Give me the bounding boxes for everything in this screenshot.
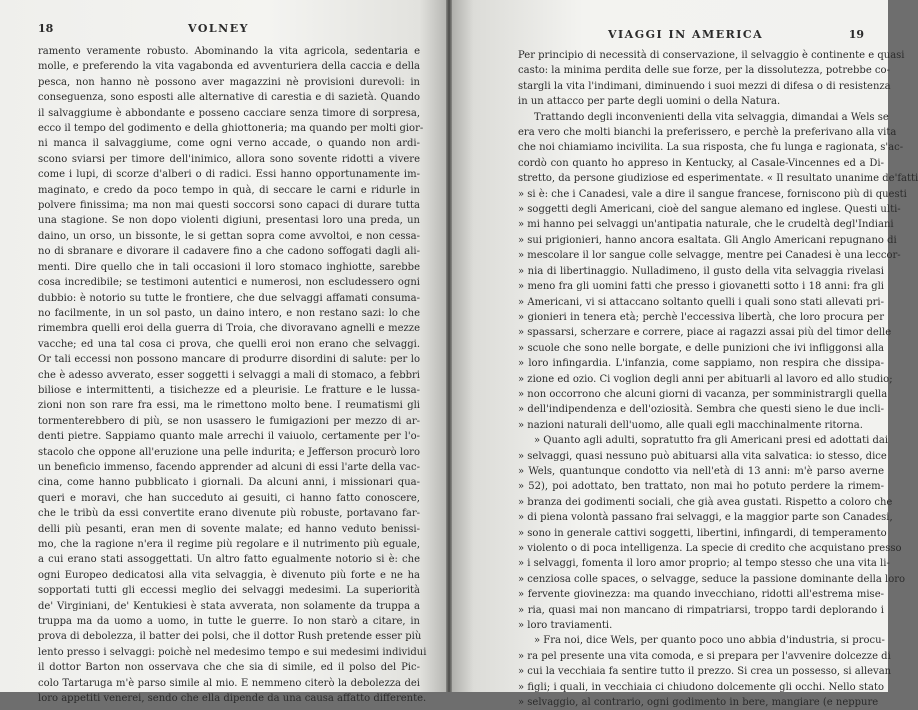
text-line: Or tali eccessi non possono mancare di produrre disordini di salute: per lo: [38, 354, 420, 366]
text-line: maginato, e credo da poco tempo in quà, di seccare le carni e ridurle in: [38, 184, 420, 196]
text-line: » zione ed ozio. Ci voglion degli anni per abituarli al lavoro ed allo studio;: [518, 373, 893, 385]
text-line: il dottor Barton non osservava che che sia di simile, ed il polso del Pic-: [38, 662, 420, 674]
right-page-body: [518, 48, 918, 710]
text-line: tormenterebbero di più, se non usassero le fumigazioni per mezzo di ar-: [38, 415, 420, 427]
text-line: » meno fra gli uomini fatti che presso i giovanetti sotto i 18 anni: fra gli: [518, 281, 884, 293]
text-line: » mescolare il lor sangue colle selvagge, mentre pei Canadesi è una leccor-: [518, 250, 901, 262]
text-line: casto: la minima perdita delle sue forze, per la dissolutezza, potrebbe co-: [518, 65, 890, 77]
text-line: il salvaggiume è abbondante e posseno cacciare senza timore di sorpresa,: [38, 107, 420, 119]
right-page: [452, 0, 918, 709]
text-line: no facilmente, in un sol pasto, un daino intero, e non restano sazi: lo che: [38, 307, 420, 319]
text-line: loro appetiti venerei, sendo che ella dipende da una causa affatto differente.: [38, 693, 427, 705]
text-line: lento presso i selvaggi: poichè nel medesimo tempo e sui medesimi individui: [38, 646, 427, 658]
text-line: » di piena volontà passano frai selvaggi, e la maggior parte son Canadesi,: [518, 512, 893, 524]
text-line: pesca, non hanno nè possono aver magazzini nè provisioni durevoli: in: [38, 76, 420, 88]
text-line: ecco il tempo del godimento e della ghiottoneria; ma quando per molti gior-: [38, 123, 424, 135]
text-line: stargli la vita l'indimani, diminuendo i suoi mezzi di difesa o di resistenza: [518, 80, 891, 92]
text-line: ramento veramente robusto. Abominando la vita agricola, sedentaria e: [38, 46, 420, 57]
text-line: » 52), poi adottato, ben trattato, non mai ho potuto perdere la rimem-: [518, 481, 884, 493]
text-line: » ria, quasi mai non mancano di rimpatriarsi, troppo tardi deplorando i: [518, 604, 884, 616]
text-line: ni manca il salvaggiume, come ogni verno accade, o quando non ardi-: [38, 138, 420, 150]
right-page-header: [518, 22, 884, 48]
text-line: » soggetti degli Americani, cioè del sangue alemano ed inglese. Questi ulti-: [518, 204, 901, 216]
text-line: zioni non son rare fra essi, ma le rimettono molto bene. I reumatismi gli: [38, 400, 420, 412]
text-line: mo, che la ragione n'era il regime più regolare e il nutrimento più eguale,: [38, 539, 420, 550]
text-line: » sui prigionieri, hanno ancora esaltata. Gli Anglo Americani repugnano di: [518, 234, 897, 246]
text-line: » Quanto agli adulti, sopratutto fra gli Americani presi ed adottati dai: [534, 435, 889, 447]
text-line: colo Tartaruga m'è parso simile al mio. E nemmeno citerò la debolezza dei: [38, 677, 420, 689]
text-line: » ra pel presente una vita comoda, e si prepara per l'avvenire dolcezze di: [518, 650, 891, 662]
text-line: delli più pesanti, eran men di sovente malate; ed hanno veduto benissi-: [38, 523, 420, 535]
text-line: » branza dei godimenti sociali, che già avea gustati. Rispetto a coloro che: [518, 496, 893, 508]
text-line: in un attacco per parte degli uomini o della Natura.: [518, 96, 781, 108]
text-line: » figli; i quali, in vecchiaia ci chiudono dolcemente gli occhi. Nello stato: [518, 681, 884, 693]
text-line: un beneficio immenso, facendo apprender ad alcuni di essi l'arte della vac-: [38, 461, 420, 473]
text-line: » cui la vecchiaia fa sentire tutto il prezzo. Si crea un possesso, si allevan: [518, 666, 892, 678]
text-line: Per principio di necessità di conservazione, il selvaggio è continente e quasi: [518, 50, 905, 61]
text-line: biliose e intermittenti, a tisichezze ed a pleurisie. Le fratture e le lussa-: [38, 384, 420, 396]
text-line: vacche; ed una tal cosa ci prova, che quelli eroi non erano che selvaggi.: [38, 338, 420, 350]
text-line: » selvaggi, quasi nessuno può abituarsi alla vita salvatica: io stesso, dice: [518, 450, 887, 462]
text-line: prova di debolezza, il batter dei polsi, che il dottor Rush pretende esser più: [38, 631, 422, 643]
text-line: una stagione. Se non dopo violenti digiuni, presentasi loro una preda, un: [38, 215, 420, 227]
text-line: » scuole che sono nelle borgate, e delle punizioni che ivi infliggonsi alla: [518, 342, 884, 354]
text-line: che le tribù da essi convertite erano divenute più robuste, portavano far-: [38, 508, 420, 520]
text-line: no di sbranare e divorare il cadavere fino a che cadono soffogati dagli ali-: [38, 246, 420, 258]
text-line: » loro infingardia. L'infanzia, come sappiamo, non respira che dissipa-: [518, 358, 884, 370]
text-line: era vero che molti bianchi la preferissero, e perchè la preferivano alla vita: [518, 127, 897, 139]
text-line: conseguenza, sono esposti alle alternative di carestia e di sazietà. Quando: [38, 92, 420, 104]
left-running-head: VOLNEY: [188, 22, 249, 35]
text-line: » violento o di poca intelligenza. La specie di credito che acquistano presso: [518, 543, 902, 554]
text-line: » mi hanno pei selvaggi un'antipatia naturale, che le crudeltà degl'Indiani: [518, 219, 894, 231]
text-line: » sono in generale cattivi soggetti, libertini, infingardi, di temperamento: [518, 527, 887, 539]
text-line: de' Virginiani, de' Kentukiesi è stata avverata, non solamente da truppa a: [38, 600, 420, 612]
text-line: » nazioni naturali dell'uomo, alle quali egli macchinalmente ritorna.: [518, 419, 863, 431]
text-line: scono sviarsi per timore dell'inimico, allora sono sovente ridotti a vivere: [38, 153, 420, 165]
text-line: come i lupi, di scorze d'alberi o di radici. Essi hanno opportunamente im-: [38, 169, 420, 181]
text-line: » gionieri in tenera età; perchè l'eccessiva libertà, che loro procura per: [518, 311, 884, 323]
text-line: molle, e preferendo la vita vagabonda ed avventuriera della caccia e della: [38, 61, 420, 73]
text-line: Trattando degli inconvenienti della vita selvaggia, dimandai a Wels se: [534, 111, 889, 123]
text-line: » Americani, vi si attaccano soltanto quelli i quali sono stati allevati pri-: [518, 296, 884, 308]
text-line: cina, come hanno pubblicato i giornali. Da alcuni anni, i missionari qua-: [38, 477, 420, 489]
text-line: a cui erano stati assoggettati. Un altro fatto egualmente notorio si è: che: [38, 554, 420, 566]
left-page-number: 18: [38, 22, 54, 35]
text-line: ogni Europeo dedicatosi alla vita selvaggia, è divenuto più forte e ne ha: [38, 569, 420, 581]
text-line: » i selvaggi, fomenta il loro amor proprio; al tempo stesso che una vita li-: [518, 558, 890, 570]
text-line: denti pietre. Sappiamo quanto male arrechi il vaiuolo, certamente per l'o-: [38, 431, 420, 443]
text-line: stretto, da persone giudiziose ed esperimentate. « Il resultato unanime de'fatti: [518, 173, 918, 185]
text-line: rimembra quelli eroi della guerra di Troia, che divoravano agnelli e mezze: [38, 323, 420, 335]
text-line: menti. Dire quello che in tali occasioni il loro stomaco inghiotte, sarebbe: [38, 261, 420, 273]
text-line: » non occorrono che alcuni giorni di vacanza, per somministrargli quella: [518, 388, 888, 400]
right-page-number: 19: [848, 28, 864, 41]
text-line: truppa ma da uomo a uomo, in tutte le guerre. Io non starò a citare, in: [38, 616, 420, 628]
text-line: » Wels, quantunque condotto via nell'età di 13 anni: m'è parso averne: [518, 465, 884, 477]
left-page-body: [38, 44, 427, 706]
text-line: » spassarsi, scherzare e correre, piace ai ragazzi assai più del timor delle: [518, 327, 892, 339]
right-running-head: VIAGGI IN AMERICA: [608, 28, 764, 41]
text-line: » Fra noi, dice Wels, per quanto poco uno abbia d'industria, si procu-: [534, 635, 885, 647]
text-line: cordò con quanto ho appreso in Kentucky, al Casale-Vincennes ed a Di-: [518, 157, 884, 169]
text-line: » fervente giovinezza: ma quando invecchiano, ridotti all'estrema mise-: [518, 589, 884, 601]
text-line: daino, un orso, un bissonte, le si gettan sopra come avvoltoi, e non cessa-: [38, 230, 420, 242]
text-line: » si è: che i Canadesi, vale a dire il sangue francese, forniscono più di questi: [518, 188, 907, 200]
text-line: » selvaggio, al contrario, ogni godimento in bere, mangiare (e neppure: [518, 697, 879, 709]
text-line: queri e moravi, che han succeduto ai gesuiti, ci hanno fatto conoscere,: [38, 492, 420, 504]
left-page: [0, 0, 446, 705]
text-line: che è adesso avverato, esser soggetti i selvaggi a mali di stomaco, a febbri: [38, 369, 420, 381]
text-line: cosa incredibile; se testimoni autentici e numerosi, non escludessero ogni: [38, 277, 420, 289]
text-line: stacolo che oppone all'eruzione una pelle indurita; e Jefferson procurò loro: [38, 446, 420, 458]
text-line: » loro traviamenti.: [518, 620, 613, 632]
text-line: polvere finissima; ma non mai questi soccorsi sono capaci di durare tutta: [38, 200, 420, 212]
text-line: dubbio: è notorio su tutte le frontiere, che due selvaggi affamati consuma-: [38, 292, 420, 304]
text-line: » cenziosa colle spaces, o selvagge, seduce la passione dominante della loro: [518, 573, 906, 585]
left-page-header: [38, 22, 420, 44]
text-line: che noi chiamiamo incivilita. La sua risposta, che fu lunga e ragionata, s'ac-: [518, 142, 904, 154]
text-line: sopportati tutti gli eccessi meglio dei selvaggi medesimi. La superiorità: [38, 585, 420, 597]
text-line: » dell'indipendenza e dell'oziosità. Sembra che questi sieno le due incli-: [518, 404, 884, 416]
text-line: » nia di libertinaggio. Nulladimeno, il gusto della vita selvaggia rivelasi: [518, 265, 884, 277]
